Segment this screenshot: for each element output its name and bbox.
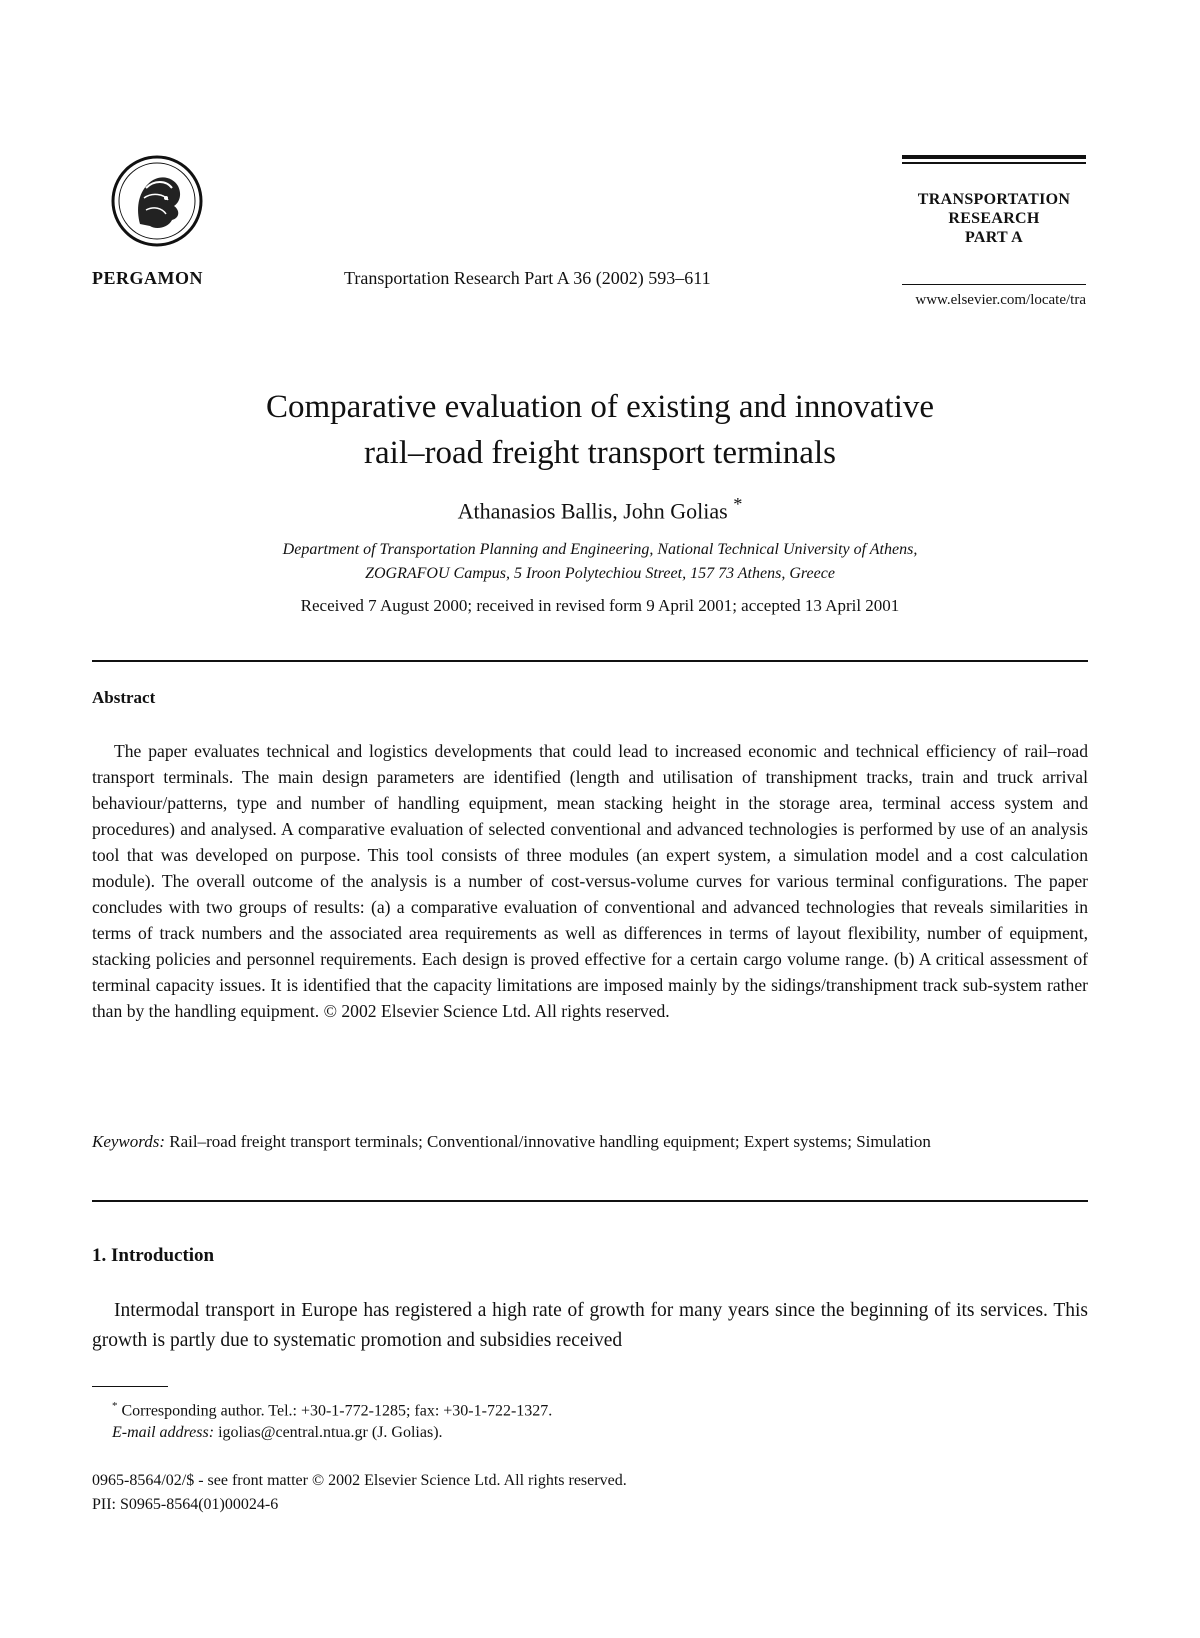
authors: Athanasios Ballis, John Golias [457,498,728,524]
footnote-corresponding-text: Corresponding author. Tel.: +30-1-772-1285; fax: +30-1-722-1327. [121,1402,553,1420]
publisher-logo-icon [110,154,204,248]
issn-line: 0965-8564/02/$ - see front matter © 2002 Elsevier Science Ltd. All rights reserved. [92,1472,627,1489]
journal-url[interactable]: www.elsevier.com/locate/tra [915,292,1086,308]
affiliation [100,538,1100,586]
footnote-rule [92,1386,168,1387]
footnote-email [112,1424,443,1442]
footnote-corresponding-author [112,1400,552,1420]
section-heading-introduction: 1. Introduction [92,1245,215,1266]
article-title-line-1: Comparative evaluation of existing and innovative [265,389,935,425]
article-title-line-2: rail–road freight transport terminals [364,435,836,471]
affiliation-line-2: ZOGRAFOU Campus, 5 Iroon Polytechiou Street, 157 73 Athens, Greece [365,565,835,582]
divider-bottom [92,1200,1088,1202]
article-dates: Received 7 August 2000; received in revised form 9 April 2001; accepted 13 April 2001 [300,596,900,615]
keywords-list: Rail–road freight transport terminals; Conventional/innovative handling equipment; Expert systems; Simulation [169,1132,931,1151]
journal-box-rule-top-2 [902,162,1086,164]
introduction-text: Intermodal transport in Europe has registered a high rate of growth for many years since the beginning of its services. This growth is partly due to systematic promotion and subsidies received [92,1300,1088,1351]
abstract-text: The paper evaluates technical and logistics developments that could lead to increased economic and technical efficiency of rail–road transport terminals. The main design parameters are identified (length and utilisation of transhipment tracks, train and truck arrival behaviour/patterns, type and number of handling equipment, mean stacking height in the storage area, terminal access system and procedures) and analysed. A comparative evaluation of selected conventional and advanced technologies is performed by use of an analysis tool that was developed on purpose. This tool consists of three modules (an expert system, a simulation model and a cost calculation module). The overall outcome of the analysis is a number of cost-versus-volume curves for various terminal configurations. The paper concludes with two groups of results: (a) a comparative evaluation of conventional and advanced technologies that reveals similarities in terms of track numbers and the associated area requirements as well as differences in terms of layout flexibility, number of equipment, stacking policies and personnel requirements. Each design is proved effective for a certain cargo volume range. (b) A critical assessment of terminal capacity issues. It is identified that the capacity limitations are imposed mainly by the sidings/transhipment track sub-system rather than by the handling equipment. © 2002 Elsevier Science Ltd. All rights reserved. [92,741,1088,1021]
journal-name-line-2: RESEARCH [948,210,1040,227]
email-address[interactable]: igolias@central.ntua.gr (J. Golias). [218,1424,443,1441]
email-label: E-mail address: [112,1424,215,1441]
article-title [100,384,1100,476]
abstract-heading: Abstract [92,688,156,707]
journal-box-rule-top [902,155,1086,159]
affiliation-line-1: Department of Transportation Planning and Engineering, National Technical University of Athens, [282,541,918,558]
journal-box-rule-bottom [902,284,1086,285]
keywords [92,1130,1088,1154]
footnote-mark: * [112,1400,118,1412]
pii-line: PII: S0965-8564(01)00024-6 [92,1496,279,1513]
journal-reference: Transportation Research Part A 36 (2002) 593–611 [344,268,711,288]
divider-top [92,660,1088,662]
journal-name-line-3: PART A [965,229,1023,246]
corresponding-author-mark[interactable]: * [733,494,743,514]
journal-name-line-1: TRANSPORTATION [917,191,1071,208]
journal-name [902,190,1086,247]
keywords-label: Keywords: [92,1132,166,1151]
publisher-name: PERGAMON [92,268,203,288]
author-list [100,494,1100,524]
